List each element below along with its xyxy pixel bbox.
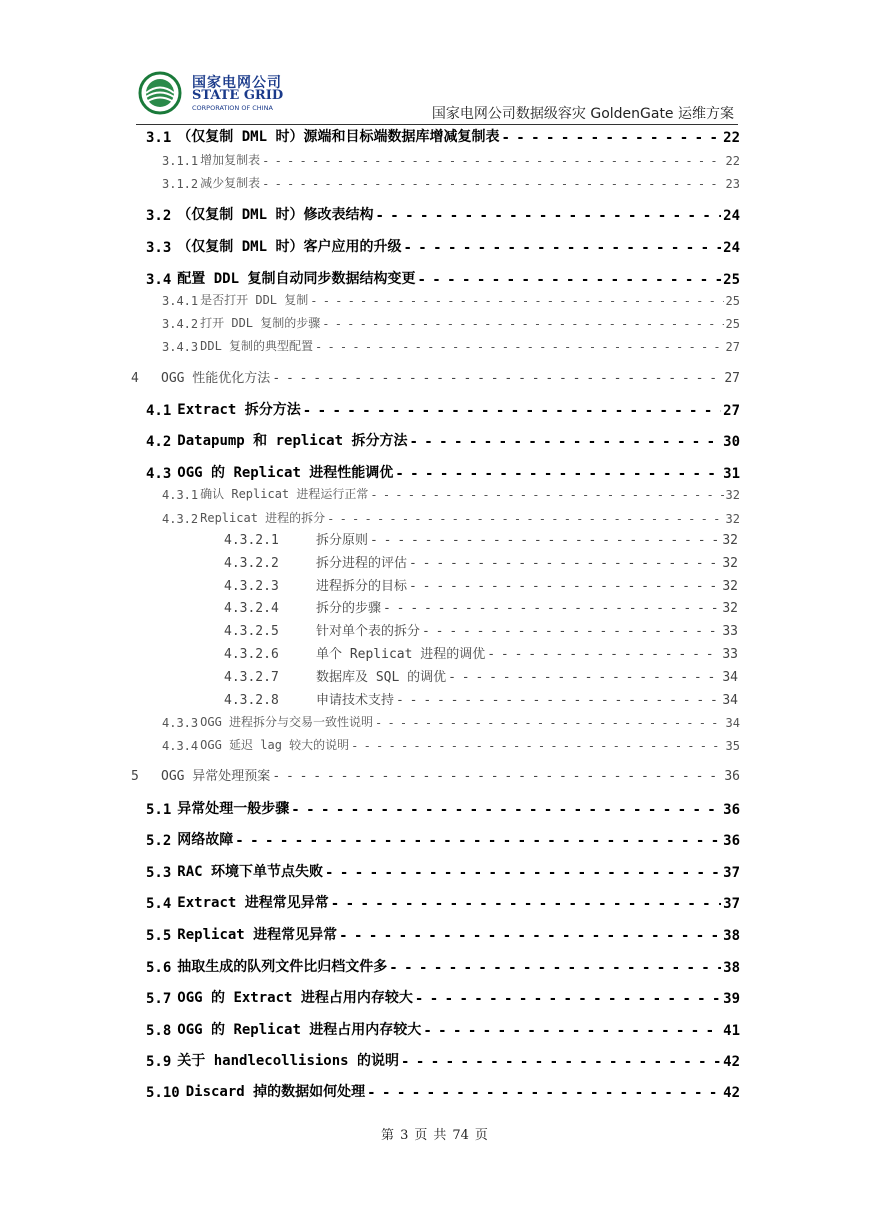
toc-entry-page: 38 <box>723 960 740 976</box>
toc-entry-title: 打开 DDL 复制的步骤 <box>200 316 321 330</box>
toc-entry-title: 网络故障 <box>177 832 234 848</box>
toc-entry-page: 32 <box>725 488 740 502</box>
toc-entry[interactable] <box>131 368 740 386</box>
toc-entry-page: 23 <box>725 177 740 191</box>
toc-entry[interactable] <box>162 735 740 753</box>
toc-entry-number: 3.4.3 <box>162 340 199 354</box>
toc-entry-number: 4.3.2.1 <box>224 533 279 548</box>
toc-entry-title: OGG 性能优化方法 <box>161 371 271 386</box>
toc-leader-dots <box>262 179 723 191</box>
toc-entry-title: 减少复制表 <box>200 176 261 190</box>
toc-entry-number: 4.3.2.3 <box>224 579 279 594</box>
toc-entry-title: （仅复制 DML 时）源端和目标端数据库增减复制表 <box>177 129 500 145</box>
toc-entry-title: 异常处理一般步骤 <box>177 801 290 817</box>
toc-entry-page: 38 <box>723 928 740 944</box>
toc-entry-page: 36 <box>723 833 740 849</box>
toc-entry-number: 3.4.1 <box>162 294 199 308</box>
toc-leader-dots <box>501 132 721 146</box>
toc-entry-title: Extract 拆分方法 <box>177 402 301 418</box>
toc-leader-dots <box>331 898 721 912</box>
toc-entry-number: 4.3.2.7 <box>224 670 279 685</box>
toc-entry-title: 增加复制表 <box>200 153 261 167</box>
toc-entry-page: 31 <box>723 466 740 482</box>
toc-leader-dots <box>370 535 720 548</box>
toc-entry[interactable] <box>131 766 740 784</box>
toc-entry-page: 33 <box>722 647 738 662</box>
toc-entry-title: （仅复制 DML 时）修改表结构 <box>177 207 374 223</box>
toc-entry-page: 24 <box>723 208 740 224</box>
toc-entry[interactable] <box>146 268 740 288</box>
toc-entry-title: OGG 的 Replicat 进程占用内存较大 <box>177 1022 422 1038</box>
toc-entry-number: 5.9 <box>146 1054 172 1070</box>
footer-total-pages: 74 <box>452 1128 469 1143</box>
toc-entry-number: 4.3.2.8 <box>224 693 279 708</box>
toc-entry-number: 3.1.1 <box>162 154 199 168</box>
toc-entry-number: 5.5 <box>146 928 172 944</box>
toc-entry-number: 5.1 <box>146 802 172 818</box>
toc-entry-page: 25 <box>723 272 740 288</box>
toc-entry-title: 配置 DDL 复制自动同步数据结构变更 <box>177 271 416 287</box>
toc-entry[interactable] <box>146 1050 740 1070</box>
toc-leader-dots <box>325 867 721 881</box>
toc-entry-title: OGG 异常处理预案 <box>161 769 271 784</box>
toc-entry-number: 5.3 <box>146 865 172 881</box>
toc-entry-page: 34 <box>722 693 738 708</box>
toc-entry-title: 关于 handlecollisions 的说明 <box>177 1053 400 1069</box>
header-title: 国家电网公司数据级容灾 GoldenGate 运维方案 <box>431 106 734 122</box>
toc-entry[interactable] <box>146 204 740 224</box>
toc-entry-number: 5.4 <box>146 896 172 912</box>
toc-entry-page: 25 <box>725 294 740 308</box>
toc-entry-number: 5.7 <box>146 991 172 1007</box>
toc-entry-title: OGG 的 Replicat 进程性能调优 <box>177 465 394 481</box>
toc-entry-number: 4.3.3 <box>162 716 199 730</box>
toc-leader-dots <box>409 558 720 571</box>
toc-entry-title: 拆分的步骤 <box>316 601 382 616</box>
footer-prefix: 第 <box>381 1128 395 1143</box>
toc-leader-dots <box>272 373 722 386</box>
toc-entry-page: 27 <box>723 403 740 419</box>
toc-entry-page: 22 <box>723 130 740 146</box>
toc-leader-dots <box>351 741 723 753</box>
toc-entry-number: 4.1 <box>146 403 172 419</box>
toc-leader-dots <box>375 718 724 730</box>
toc-leader-dots <box>415 993 721 1007</box>
toc-entry[interactable] <box>146 430 740 450</box>
toc-leader-dots <box>370 490 723 502</box>
toc-leader-dots <box>375 210 721 224</box>
toc-entry-page: 32 <box>725 512 740 526</box>
toc-entry[interactable] <box>224 667 738 685</box>
toc-entry-page: 27 <box>724 371 740 386</box>
toc-entry-page: 24 <box>723 240 740 256</box>
toc-leader-dots <box>389 962 721 976</box>
toc-entry[interactable] <box>162 484 740 502</box>
toc-entry-page: 32 <box>722 556 738 571</box>
toc-entry-page: 42 <box>723 1054 740 1070</box>
toc-entry-title: DDL 复制的典型配置 <box>200 339 314 353</box>
toc-entry-title: 拆分进程的评估 <box>316 556 408 571</box>
toc-entry-page: 25 <box>725 317 740 331</box>
toc-entry-title: 确认 Replicat 进程运行正常 <box>200 487 369 501</box>
toc-entry[interactable] <box>224 598 738 616</box>
toc-leader-dots <box>422 626 720 639</box>
toc-entry-title: Datapump 和 replicat 拆分方法 <box>177 433 408 449</box>
toc-leader-dots <box>409 436 721 450</box>
toc-entry[interactable] <box>146 924 740 944</box>
toc-leader-dots <box>322 319 723 331</box>
toc-leader-dots <box>409 581 720 594</box>
toc-entry-page: 36 <box>724 769 740 784</box>
toc-leader-dots <box>367 1087 721 1101</box>
toc-entry-page: 30 <box>723 434 740 450</box>
toc-leader-dots <box>303 405 721 419</box>
toc-entry-title: 针对单个表的拆分 <box>316 624 421 639</box>
footer-suffix: 页 <box>474 1128 488 1143</box>
toc-entry-title: OGG 延迟 lag 较大的说明 <box>200 738 350 752</box>
toc-entry-page: 42 <box>723 1085 740 1101</box>
toc-entry[interactable] <box>162 336 740 354</box>
toc-entry-title: 抽取生成的队列文件比归档文件多 <box>177 959 388 975</box>
toc-entry-number: 4.3.2.2 <box>224 556 279 571</box>
toc-entry-title: Extract 进程常见异常 <box>177 895 329 911</box>
toc-entry[interactable] <box>162 313 740 331</box>
toc-entry-number: 3.1 <box>146 130 172 146</box>
toc-entry[interactable] <box>224 644 738 662</box>
toc-leader-dots <box>235 835 721 849</box>
state-grid-logo <box>136 70 296 114</box>
toc-entry-page: 22 <box>725 154 740 168</box>
toc-leader-dots <box>310 296 723 308</box>
toc-entry-page: 32 <box>722 601 738 616</box>
toc-entry[interactable] <box>146 126 740 146</box>
toc-entry-title: 是否打开 DDL 复制 <box>200 293 309 307</box>
toc-entry-number: 5.8 <box>146 1023 172 1039</box>
footer-total-word: 共 <box>433 1128 447 1143</box>
toc-entry-number: 3.4 <box>146 272 172 288</box>
toc-entry[interactable] <box>224 690 738 708</box>
toc-entry-number: 5 <box>131 769 139 784</box>
toc-entry-number: 5.10 <box>146 1085 180 1101</box>
toc-leader-dots <box>272 771 722 784</box>
toc-entry-page: 32 <box>722 579 738 594</box>
toc-entry-title: Replicat 进程常见异常 <box>177 927 338 943</box>
toc-entry-number: 5.2 <box>146 833 172 849</box>
toc-leader-dots <box>327 514 723 526</box>
toc-leader-dots <box>395 468 721 482</box>
toc-entry-page: 41 <box>723 1023 740 1039</box>
toc-entry-number: 4 <box>131 371 139 386</box>
toc-entry-page: 34 <box>725 716 740 730</box>
toc-leader-dots <box>291 804 721 818</box>
toc-entry-title: OGG 进程拆分与交易一致性说明 <box>200 715 374 729</box>
footer-page-word: 页 <box>414 1128 428 1143</box>
toc-entry-page: 36 <box>723 802 740 818</box>
toc-entry-number: 3.4.2 <box>162 317 199 331</box>
logo-english-name: STATE GRID <box>192 88 284 103</box>
toc-entry-number: 4.3.2 <box>162 512 199 526</box>
toc-entry[interactable] <box>224 576 738 594</box>
toc-entry-number: 4.3.4 <box>162 739 199 753</box>
toc-entry[interactable] <box>146 462 740 482</box>
footer-current-page: 3 <box>400 1128 409 1143</box>
toc-entry-page: 32 <box>722 533 738 548</box>
toc-entry[interactable] <box>162 150 740 168</box>
toc-entry-number: 4.3 <box>146 466 172 482</box>
toc-entry[interactable] <box>224 621 738 639</box>
toc-entry-number: 3.1.2 <box>162 177 199 191</box>
state-grid-emblem-icon <box>136 70 184 116</box>
toc-entry-title: 申请技术支持 <box>316 693 395 708</box>
toc-leader-dots <box>401 1056 721 1070</box>
toc-entry-page: 33 <box>722 624 738 639</box>
toc-entry[interactable] <box>146 1019 740 1039</box>
toc-entry[interactable] <box>146 861 740 881</box>
toc-leader-dots <box>487 649 720 662</box>
toc-entry-title: RAC 环境下单节点失败 <box>177 864 324 880</box>
toc-entry[interactable] <box>146 399 740 419</box>
header-rule <box>136 124 738 125</box>
toc-entry-title: Discard 掉的数据如何处理 <box>185 1084 366 1100</box>
toc-entry-page: 39 <box>723 991 740 1007</box>
toc-leader-dots <box>339 930 721 944</box>
toc-entry-page: 35 <box>725 739 740 753</box>
toc-entry[interactable] <box>224 553 738 571</box>
toc-entry-number: 4.2 <box>146 434 172 450</box>
logo-chinese-name: 国家电网公司 <box>192 75 282 91</box>
toc-entry[interactable] <box>146 236 740 256</box>
toc-entry-title: （仅复制 DML 时）客户应用的升级 <box>177 239 402 255</box>
toc-entry[interactable] <box>146 798 740 818</box>
toc-entry-number: 4.3.1 <box>162 488 199 502</box>
toc-entry-title: Replicat 进程的拆分 <box>200 511 326 525</box>
toc-leader-dots <box>448 672 720 685</box>
toc-entry-page: 34 <box>722 670 738 685</box>
toc-entry[interactable] <box>162 290 740 308</box>
toc-entry[interactable] <box>146 987 740 1007</box>
toc-entry-number: 3.3 <box>146 240 172 256</box>
toc-entry-number: 3.2 <box>146 208 172 224</box>
toc-entry[interactable] <box>146 1081 740 1101</box>
toc-entry[interactable] <box>162 712 740 730</box>
page-footer <box>0 1124 869 1143</box>
toc-leader-dots <box>315 342 724 354</box>
toc-entry-number: 4.3.2.5 <box>224 624 279 639</box>
toc-entry-page: 37 <box>723 896 740 912</box>
toc-entry-title: 进程拆分的目标 <box>316 579 408 594</box>
toc-entry-page: 27 <box>725 340 740 354</box>
toc-leader-dots <box>403 242 721 256</box>
toc-entry[interactable] <box>146 829 740 849</box>
toc-entry-title: 拆分原则 <box>316 533 369 548</box>
toc-entry[interactable] <box>162 173 740 191</box>
toc-leader-dots <box>396 695 720 708</box>
toc-leader-dots <box>423 1025 721 1039</box>
toc-leader-dots <box>383 603 720 616</box>
toc-entry-title: 单个 Replicat 进程的调优 <box>316 647 486 662</box>
toc-entry-number: 4.3.2.4 <box>224 601 279 616</box>
toc-entry-number: 4.3.2.6 <box>224 647 279 662</box>
toc-entry[interactable] <box>146 956 740 976</box>
toc-entry-number: 5.6 <box>146 960 172 976</box>
toc-entry-page: 37 <box>723 865 740 881</box>
toc-leader-dots <box>262 156 723 168</box>
logo-subtitle: CORPORATION OF CHINA <box>192 104 273 112</box>
toc-entry[interactable] <box>162 508 740 526</box>
toc-entry[interactable] <box>146 892 740 912</box>
toc-entry-title: OGG 的 Extract 进程占用内存较大 <box>177 990 413 1006</box>
toc-leader-dots <box>417 274 721 288</box>
toc-entry-title: 数据库及 SQL 的调优 <box>316 670 447 685</box>
toc-entry[interactable] <box>224 530 738 548</box>
